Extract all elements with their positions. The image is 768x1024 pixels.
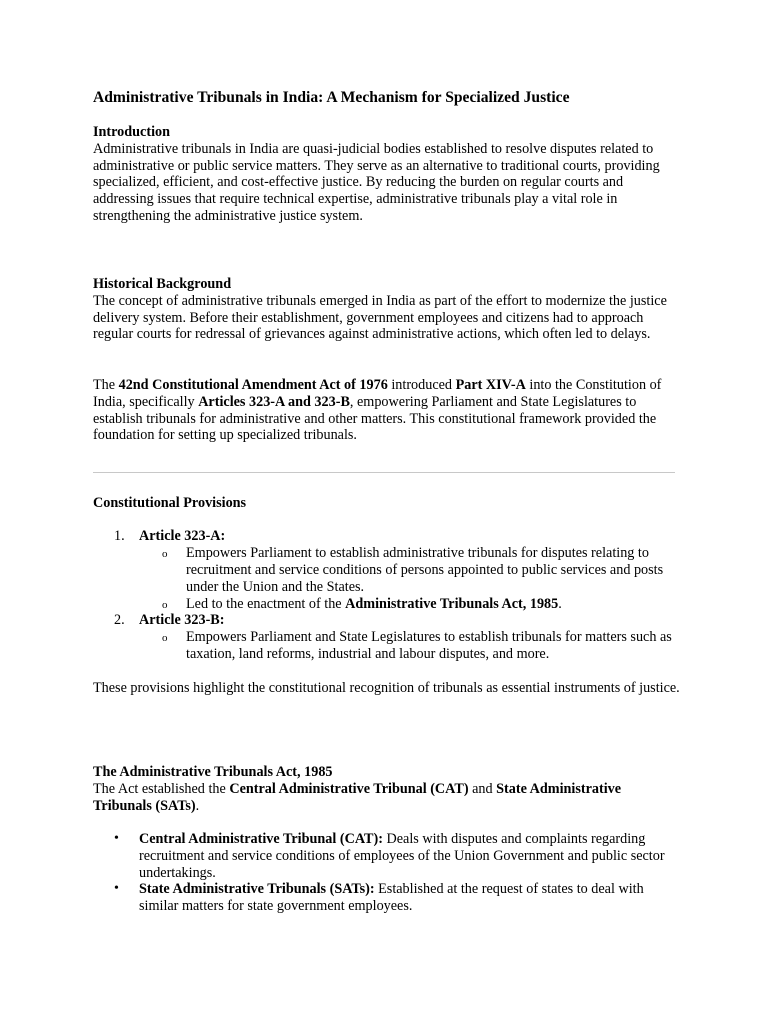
history-section — [93, 276, 683, 343]
sub-item-text — [186, 596, 682, 613]
introduction-paragraph: Administrative tribunals in India are quasi-judicial bodies established to resolve disputes related to administrative or public service matters. They serve as an alternative to traditional courts, providing specialized, efficient, and cost-effective justice. By reducing the burden on regular courts and addressing issues that require technical expertise, administrative tribunals play a vital role in strengthening the administrative justice system. — [93, 140, 660, 224]
text-run: . — [195, 797, 200, 814]
act-heading: The Administrative Tribunals Act, 1985 — [93, 764, 333, 780]
provisions-heading-block — [93, 495, 683, 512]
list-number: 2. — [114, 612, 125, 628]
history-paragraph-1: The concept of administrative tribunals emerged in India as part of the effort to modernize the justice delivery system. Before their establishment, government employees and citizens had to approach regular courts for redressal of grievances against administrative actions, which often led to delays. — [93, 292, 667, 343]
sub-item-text: Empowers Parliament to establish administrative tribunals for disputes relating to recruitment and service conditions of persons appointed to public services and posts under the Union and the States. — [186, 545, 664, 595]
part-xiv-a-bold: Part XIV-A — [455, 377, 526, 393]
provisions-closing-paragraph: These provisions highlight the constitutional recognition of tribunals as essential instruments of justice. — [93, 680, 680, 696]
text-run: Led to the enactment of the — [186, 596, 346, 612]
text-run: Deals with disputes and complaints regarding recruitment and service conditions of employees of the Union Government and public sector undertakings. — [139, 831, 665, 881]
text-run: and — [468, 780, 497, 797]
numbered-item-article-323b — [93, 612, 683, 629]
horizontal-divider — [93, 472, 675, 473]
article-323b-title: Article 323-B: — [139, 612, 225, 628]
sub-bullet-marker: o — [162, 632, 168, 644]
act-section — [93, 764, 683, 814]
cat-title-bold: Central Administrative Tribunal (CAT): — [139, 831, 383, 847]
text-run: introduced — [387, 377, 456, 393]
cat-bold: Central Administrative Tribunal (CAT) — [229, 780, 469, 797]
text-run: The — [93, 377, 119, 393]
sub-item-323a-2 — [162, 596, 682, 613]
introduction-heading: Introduction — [93, 124, 170, 140]
amendment-act-bold: 42nd Constitutional Amendment Act of 1976 — [118, 377, 388, 393]
provisions-heading: Constitutional Provisions — [93, 495, 247, 511]
sub-item-323a-1 — [162, 545, 682, 595]
bullet-marker: • — [114, 831, 119, 846]
text-run: The Act established the — [93, 780, 230, 797]
bullet-text — [139, 831, 683, 881]
document-title: Administrative Tribunals in India: A Mechanism for Specialized Justice — [93, 89, 570, 106]
history-heading: Historical Background — [93, 276, 232, 292]
text-run: into the Constitution of India, specifically — [93, 377, 662, 410]
text-run: Established at the request of states to deal with similar matters for state government employees. — [139, 881, 644, 914]
text-run: , empowering Parliament and State Legislatures to establish tribunals for administrative and other matters. This constitutional framework provided the foundation for setting up specialized tribunals. — [93, 393, 657, 444]
list-number: 1. — [114, 528, 125, 544]
sats-title-bold: State Administrative Tribunals (SATs): — [139, 881, 375, 897]
history-paragraph-2 — [93, 377, 683, 444]
act-1985-bold: Administrative Tribunals Act, 1985 — [345, 596, 559, 612]
article-323a-title: Article 323-A: — [139, 528, 226, 544]
bullet-item-cat — [93, 831, 683, 881]
text-run: . — [558, 596, 562, 612]
numbered-item-article-323a — [93, 528, 683, 545]
bullet-marker: • — [114, 881, 119, 896]
sub-item-text: Empowers Parliament and State Legislatures to establish tribunals for matters such as taxation, land reforms, industrial and labour disputes, and more. — [186, 629, 672, 662]
bullet-text — [139, 881, 683, 915]
bullet-item-sats — [93, 881, 683, 915]
articles-bold: Articles 323-A and 323-B — [198, 393, 350, 410]
sub-item-323b-1 — [162, 629, 682, 663]
sub-bullet-marker: o — [162, 599, 168, 611]
introduction-section — [93, 124, 683, 225]
sub-bullet-marker: o — [162, 548, 168, 560]
sats-bold: State Administrative Tribunals (SATs) — [93, 780, 622, 814]
